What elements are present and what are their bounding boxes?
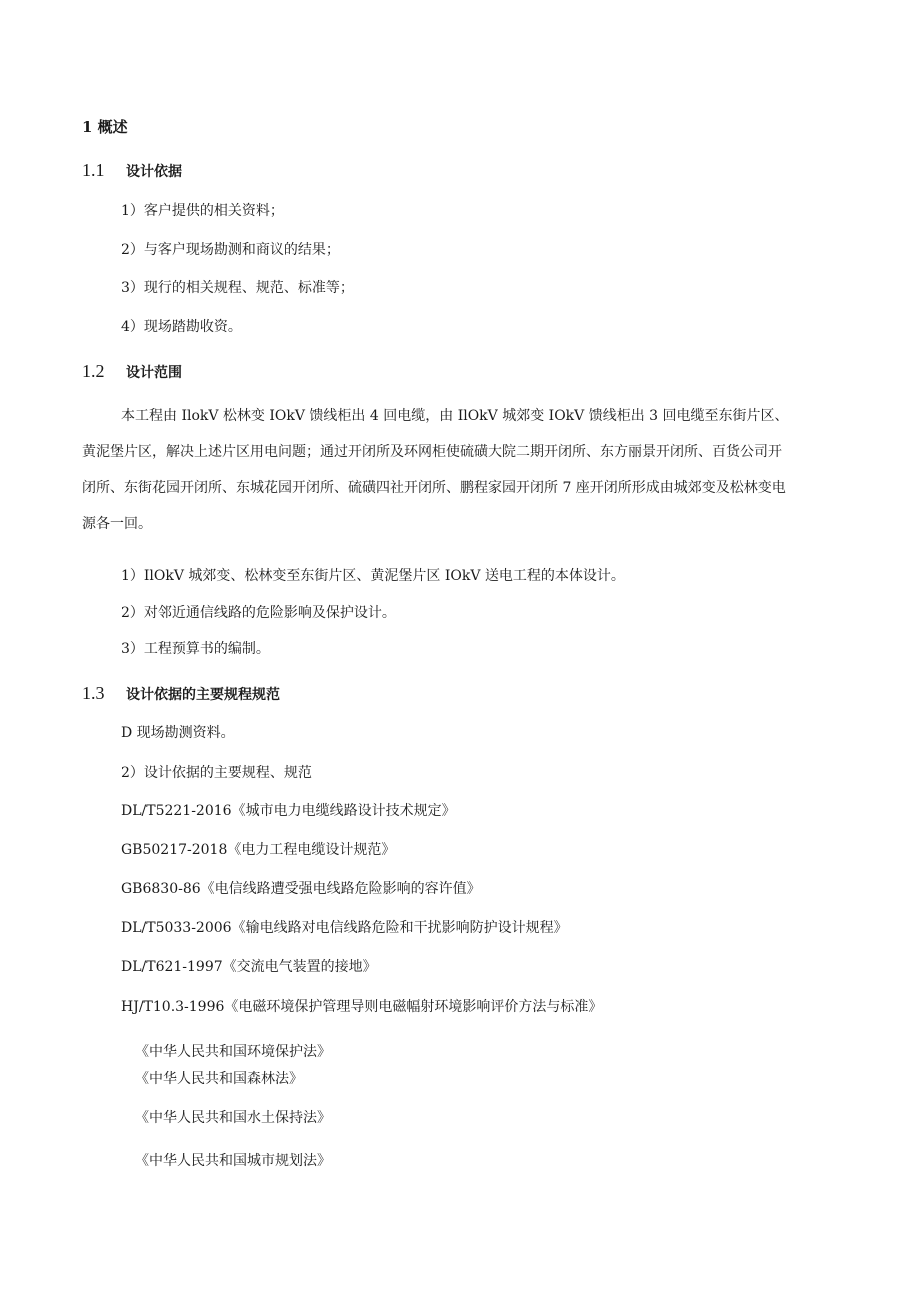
list-item: 3）现行的相关规程、规范、标准等； (121, 280, 354, 296)
section-number: 1.1 (82, 160, 105, 180)
paragraph-line: 源各一回。 (82, 516, 152, 532)
paragraph-line: 闭所、东街花园开闭所、东城花园开闭所、硫磺四社开闭所、鹏程家园开闭所 7 座开闭所形成由城郊变及松林变电 (82, 480, 786, 496)
list-item: 3）工程预算书的编制。 (121, 641, 270, 657)
law-reference: 《中华人民共和国森林法》 (135, 1071, 303, 1087)
law-reference: 《中华人民共和国环境保护法》 (135, 1044, 331, 1060)
chapter-heading: 1 概述 (82, 118, 128, 136)
law-reference: 《中华人民共和国城市规划法》 (135, 1153, 331, 1169)
section-title: 设计范围 (126, 365, 182, 381)
standard-reference: DL/T5033-2006《输电线路对电信线路危险和干扰影响防护设计规程》 (121, 920, 568, 936)
list-item: 2）设计依据的主要规程、规范 (121, 765, 312, 781)
list-item: 2）对邻近通信线路的危险影响及保护设计。 (121, 605, 396, 621)
section-title: 设计依据的主要规程规范 (126, 687, 280, 703)
section-number: 1.2 (82, 361, 105, 381)
section-number: 1.3 (82, 683, 105, 703)
standard-reference: DL/T621-1997《交流电气装置的接地》 (121, 959, 377, 975)
section-title: 设计依据 (126, 164, 182, 180)
standard-reference: GB6830-86《电信线路遭受强电线路危险影响的容许值》 (121, 881, 481, 897)
list-item: 2）与客户现场勘测和商议的结果； (121, 242, 340, 258)
standard-reference: HJ/T10.3-1996《电磁环境保护管理导则电磁幅射环境影响评价方法与标准》 (121, 999, 603, 1015)
standard-reference: DL/T5221-2016《城市电力电缆线路设计技术规定》 (121, 803, 456, 819)
section-heading-1-3 (82, 683, 280, 704)
paragraph-line: 黄泥堡片区，解决上述片区用电问题；通过开闭所及环网柜使硫磺大院二期开闭所、东方丽景开闭所、百货公司开 (82, 444, 782, 460)
list-item: D 现场勘测资料。 (121, 725, 235, 741)
paragraph-line: 本工程由 IlokV 松林变 IOkV 馈线柜出 4 回电缆，由 IlOkV 城郊变 IOkV 馈线柜出 3 回电缆至东街片区、 (121, 408, 789, 424)
list-item: 1）IlOkV 城郊变、松林变至东街片区、黄泥堡片区 IOkV 送电工程的本体设计。 (121, 568, 625, 584)
list-item: 1）客户提供的相关资料； (121, 203, 284, 219)
section-heading-1-1 (82, 160, 182, 181)
section-heading-1-2 (82, 361, 182, 382)
list-item: 4）现场踏勘收资。 (121, 319, 242, 335)
standard-reference: GB50217-2018《电力工程电缆设计规范》 (121, 842, 396, 858)
law-reference: 《中华人民共和国水土保持法》 (135, 1110, 331, 1126)
